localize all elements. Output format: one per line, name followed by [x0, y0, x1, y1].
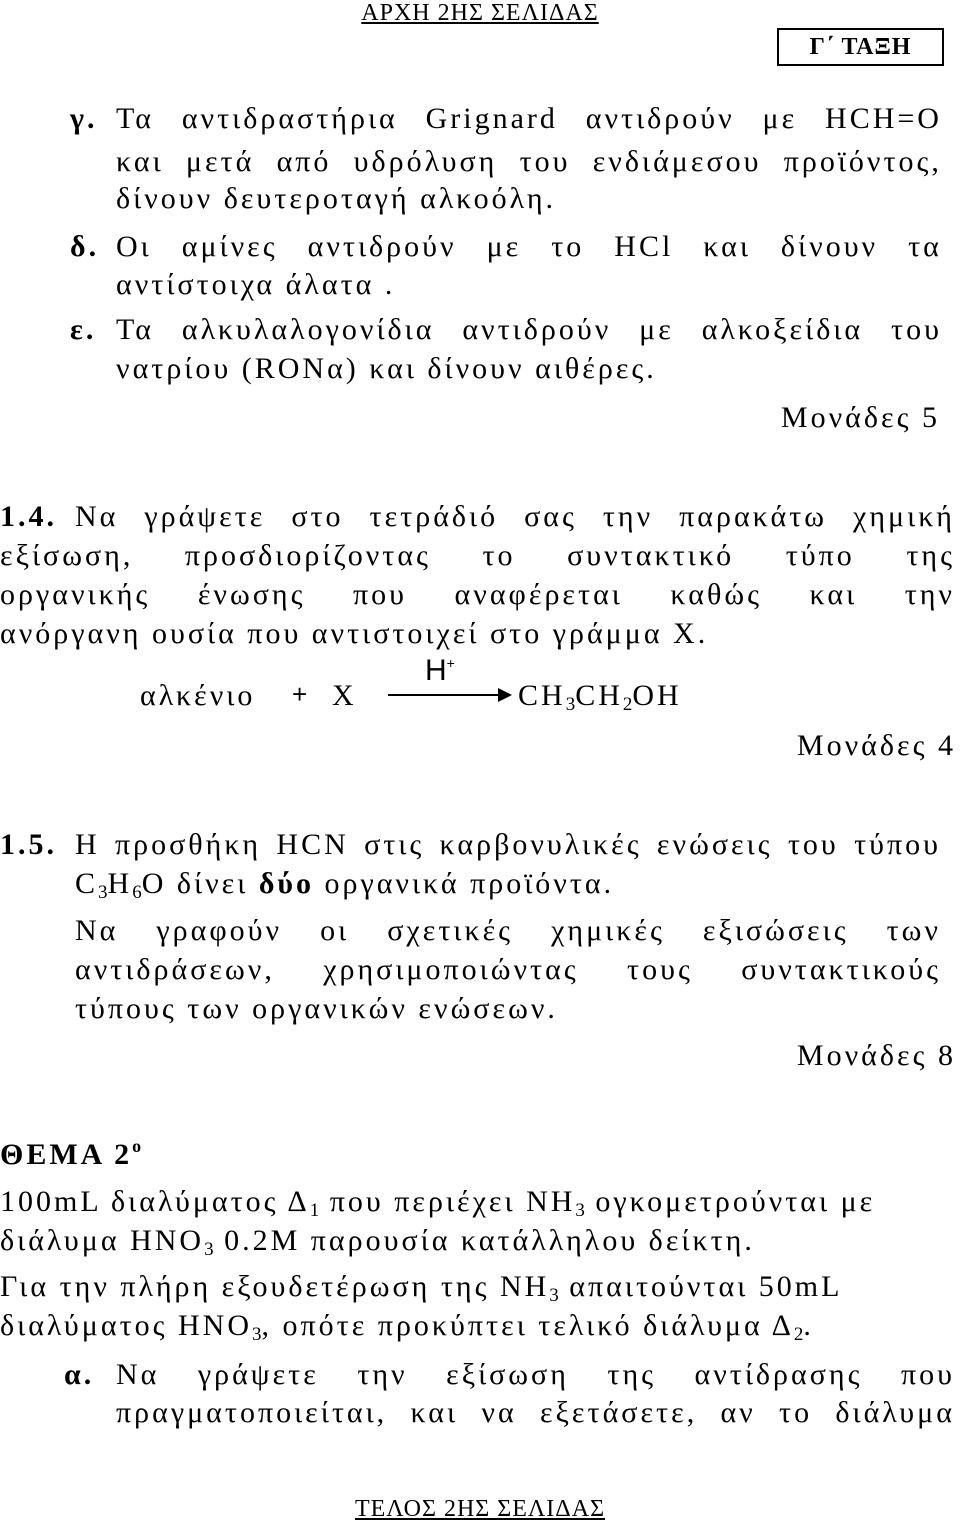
word: το: [779, 1396, 813, 1429]
word: στο: [291, 500, 344, 533]
word: ενδιάμεσου: [592, 145, 762, 178]
units-5: Μονάδες 5: [780, 401, 940, 434]
word: γράψετε: [144, 500, 266, 533]
theme2-p1-line-1: 100mL διαλύματος $\Delta_1$ που περιέχει $NH_3$ ογκομετρούνται με: [0, 1185, 876, 1221]
word: που: [353, 578, 407, 611]
word: καρβονυλικές: [439, 828, 642, 861]
word: τους: [627, 953, 693, 986]
item-d-line-2: αντίστοιχα άλατα .: [116, 268, 396, 301]
word: Να: [116, 1358, 160, 1391]
word: οι: [320, 914, 350, 947]
word: αν: [720, 1396, 756, 1429]
theme-2-title: ΘΕΜΑ $2^o$: [0, 1136, 142, 1171]
reactant-alkene: αλκένιο: [140, 679, 256, 712]
units-8: Μονάδες 8: [796, 1039, 956, 1072]
item-letter-g: γ.: [70, 102, 98, 135]
word: πραγματοποιείται,: [116, 1396, 388, 1429]
page-footer: ΤΕΛΟΣ 2ΗΣ ΣΕΛΙΔΑΣ: [354, 1496, 606, 1522]
word: Η: [75, 828, 100, 861]
item-e-line-2: νατρίου (RONα) και δίνουν αιθέρες.: [116, 352, 657, 385]
theme2-qa-line-1: [116, 1356, 955, 1394]
word: τα: [908, 230, 942, 263]
word: προϊόντος,: [783, 145, 942, 178]
product-ethanol: $CH_3CH_2OH$: [518, 679, 682, 715]
word: αλκοξείδια: [701, 313, 864, 346]
theme2-p1-line-2: διάλυμα $HNO_3$ 0.2M παρουσία κατάλληλου δείκτη.: [0, 1224, 755, 1260]
theme2-qa-line-2: [116, 1394, 955, 1432]
word: συντακτικό: [567, 539, 735, 572]
word: προσθήκη: [114, 828, 262, 861]
word: υδρόλυση: [353, 145, 498, 178]
word: χημική: [853, 500, 955, 533]
word: και: [410, 1396, 459, 1429]
item-g-line-1: [116, 100, 942, 138]
word: της: [906, 539, 955, 572]
word: εξισώσεις: [702, 914, 849, 947]
item-g-line-2: [116, 143, 942, 181]
word: με: [762, 102, 798, 135]
q14-line-4: ανόργανη ουσία που αντιστοιχεί στο γράμμα Χ.: [0, 617, 709, 650]
item-g-line-3: δίνουν δευτεροταγή αλκοόλη.: [116, 182, 557, 215]
word: σχετικές: [387, 914, 514, 947]
q14-line-1: [75, 498, 955, 536]
word: χρησιμοποιώντας: [323, 953, 579, 986]
word: μετά: [185, 145, 255, 178]
word: εξίσωση: [446, 1358, 569, 1391]
word: αντιδράσεων,: [75, 953, 275, 986]
word: και: [703, 230, 751, 263]
word: Grignard: [425, 102, 558, 135]
units-4: Μονάδες 4: [796, 729, 956, 762]
word: το: [551, 230, 585, 263]
word: του: [519, 145, 571, 178]
word: από: [276, 145, 332, 178]
reaction-arrow: [388, 694, 506, 696]
class-label-box: Γ΄ ΤΑΞΗ: [777, 28, 944, 66]
word: οργανικής: [0, 578, 151, 611]
q15-line-1: [75, 826, 941, 864]
word: να: [481, 1396, 517, 1429]
word: δίνουν: [780, 230, 879, 263]
page-header: ΑΡΧΗ 2ΗΣ ΣΕΛΙΔΑΣ: [361, 0, 599, 26]
q14-line-3: [0, 576, 955, 614]
word: της: [607, 1358, 657, 1391]
word: HCl: [614, 230, 674, 263]
word: την: [602, 500, 654, 533]
word: εξίσωση,: [0, 539, 134, 572]
word: Τα: [116, 102, 154, 135]
reactant-x: Χ: [332, 679, 357, 712]
word: του: [787, 828, 839, 861]
word: με: [639, 313, 674, 346]
word: αντιδρούν: [307, 230, 457, 263]
word: ενώσεις: [656, 828, 773, 861]
word: γραφούν: [156, 914, 283, 947]
word: Οι: [116, 230, 152, 263]
theme2-p2-line-1: Για την πλήρη εξουδετέρωση της $NH_3$ απαιτούνται 50mL: [0, 1270, 843, 1306]
word: την: [904, 578, 955, 611]
word: ένωσης: [197, 578, 306, 611]
word: αναφέρεται: [454, 578, 623, 611]
question-number-1-4: 1.4.: [0, 500, 57, 533]
question-number-1-5: 1.5.: [0, 828, 57, 861]
word: και: [809, 578, 858, 611]
word: χημικές: [551, 914, 665, 947]
word: την: [357, 1358, 408, 1391]
word: προσδιορίζοντας: [184, 539, 431, 572]
reaction-plus: +: [292, 679, 308, 709]
word: συντακτικούς: [741, 953, 941, 986]
word: του: [891, 313, 942, 346]
word: Να: [75, 914, 119, 947]
word: εξετάσετε,: [539, 1396, 698, 1429]
catalyst-h-plus: H+: [425, 654, 455, 687]
q15-p2-line-1: [75, 912, 941, 950]
item-e-line-1: [116, 311, 942, 349]
word: Τα: [116, 313, 154, 346]
word: των: [886, 914, 941, 947]
q15-p2-line-2: [75, 951, 941, 989]
q15-p2-line-3: τύπους των οργανικών ενώσεων.: [75, 992, 558, 1025]
word: αντιδρούν: [462, 313, 612, 346]
word: γράψετε: [197, 1358, 319, 1391]
word: HCH=O: [825, 102, 942, 135]
item-letter-e: ε.: [70, 313, 97, 346]
item-letter-d: δ.: [70, 230, 100, 263]
theme2-item-letter-a: α.: [64, 1358, 95, 1391]
word: με: [486, 230, 522, 263]
word: αντίδρασης: [694, 1358, 863, 1391]
word: HCN: [276, 828, 349, 861]
word: τύπου: [854, 828, 941, 861]
word: τετράδιό: [369, 500, 499, 533]
theme2-p2-line-2: διαλύματος $HNO_3$, οπότε προκύπτει τελικό διάλυμα $\Delta_2$.: [0, 1309, 814, 1345]
q14-line-2: [0, 537, 955, 575]
word: αλκυλαλογονίδια: [181, 313, 435, 346]
word: στις: [364, 828, 425, 861]
word: αμίνες: [181, 230, 278, 263]
word: τύπο: [785, 539, 855, 572]
word: σας: [524, 500, 577, 533]
word: παρακάτω: [679, 500, 828, 533]
arrow-head-icon: [498, 688, 512, 702]
word: και: [116, 145, 164, 178]
word: που: [900, 1358, 955, 1391]
word: αντιδραστήρια: [181, 102, 398, 135]
item-d-line-1: [116, 228, 942, 266]
word: Να: [75, 500, 119, 533]
word: αντιδρούν: [585, 102, 735, 135]
q15-line-2: $C_3H_6O$ δίνει δύο οργανικά προϊόντα.: [75, 867, 615, 903]
word: καθώς: [670, 578, 762, 611]
word: διάλυμα: [835, 1396, 955, 1429]
word: το: [482, 539, 516, 572]
